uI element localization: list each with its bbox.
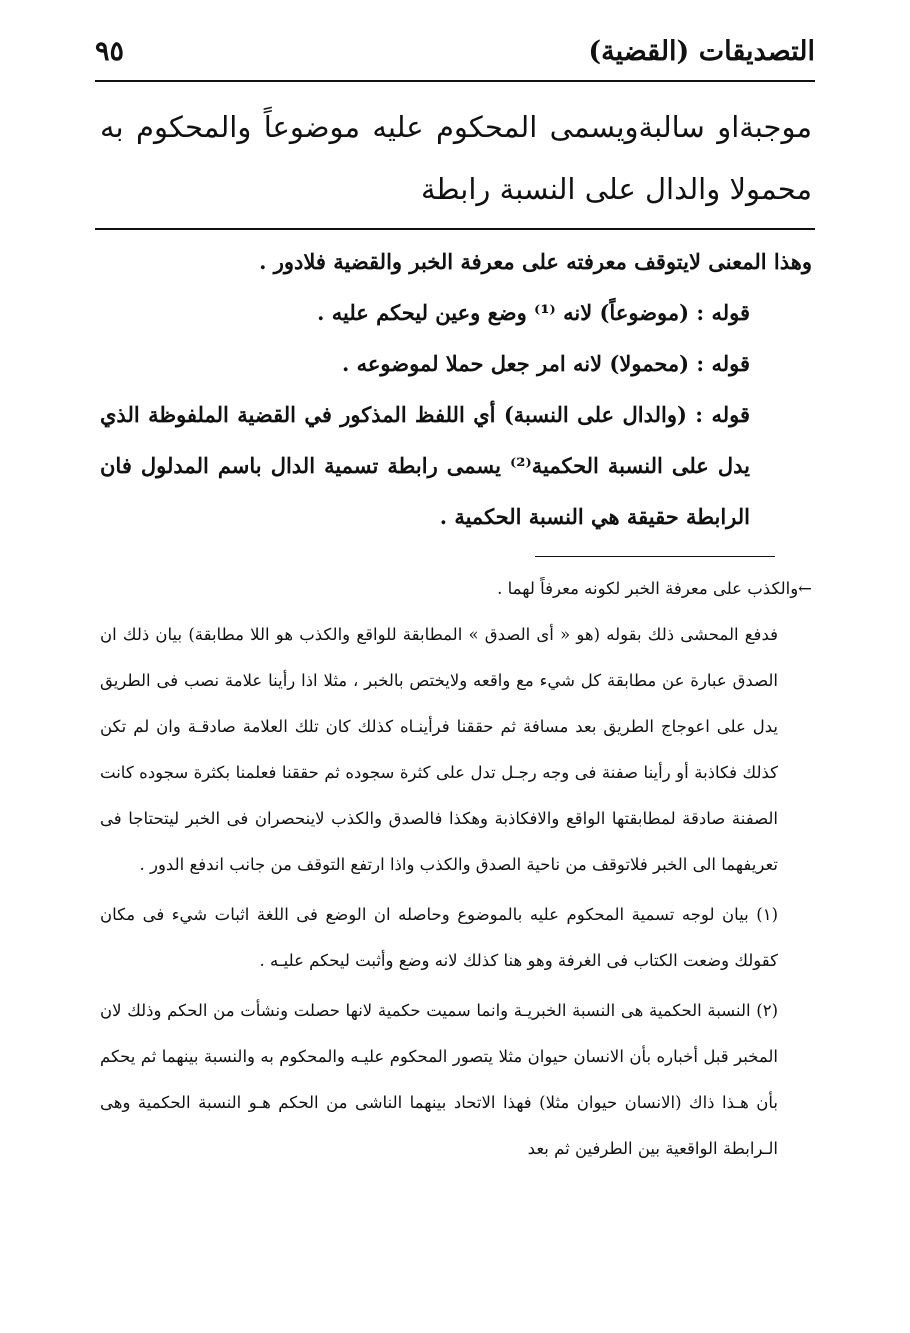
header-divider [95,80,815,82]
commentary-paragraph: وهذا المعنى لايتوقف معرفته على معرفة الخبر والقضية فلادور . [259,249,812,274]
commentary-paragraph: قوله : (محمولا) لانه امر جعل حملا لموضوعه . [341,351,750,376]
footnote-2: (٢) النسبة الحكمية هى النسبة الخبريـة وانما سميت حكمية لانها حصلت ونشأت من الحكم وذلك لان المخبر قبل أخباره بأن الانسان حيوان مثلا يتصور المحكوم عليـه والمحكوم به والنسبة بينهما ثم يحكم بأن هـذا ذاك (الانسان حيوان مثلا) فهذا الاتحاد بينهما الناشى من الحكم هـو النسبة الحكمية وهى الـرابطة الواقعية بين الطرفين ثم بعد [100,1001,778,1158]
page-number: ٩٥ [95,36,125,67]
footnotes-section [100,566,812,1172]
page-header [95,28,815,72]
footnote-paragraph: فدفع المحشى ذلك بقوله (هو « أى الصدق » المطابقة للواقع والكذب هو اللا مطابقة) بيان ذلك ان الصدق عبارة عن مطابقة كل شيء مع واقعه ولايختص بالخبر ، مثلا اذا رأينا علامة نصب فى الطريق يدل على اعوجاج الطريق بعد مسافة ثم حققنا فرأينـاه كذلك كان تلك العلامة صادقـة وان لم تكن كذلك فكاذبة أو رأينا صفنة فى وجه رجـل تدل على كثرة سجوده ثم حققنا فعلمنا بكثرة سجوده كانت الصفنة صادقة لمطابقتها الواقع والافكاذبة وهكذا فالصدق والكذب لاينحصران فى الخبر ليتحتاجا فى تعريفهما الى الخبر فلاتوقف من ناحية الصدق والكذب واذا ارتفع التوقف من جانب اندفع الدور . [100,625,778,874]
footnote-1: (١) بيان لوجه تسمية المحكوم عليه بالموضوع وحاصله ان الوضع فى اللغة اثبات شيء فى مكان كقولك وضعت الكتاب فى الغرفة وهو هنا كذلك لانه وضع وأثبت ليحكم عليـه . [100,905,778,970]
running-title: التصديقات (القضية) [588,36,815,67]
footnote-continuation: ←والكذب على معرفة الخبر لكونه معرفاً لهما . [497,579,812,598]
commentary-paragraph: قوله : (موضوعاً) لانه ⁽¹⁾ وضع وعين ليحكم عليه . [317,300,750,325]
commentary-paragraph: قوله : (والدال على النسبة) أي اللفظ المذكور في القضية الملفوظة الذي يدل على النسبة الحكمية⁽²⁾ يسمى رابطة تسمية الدال باسم المدلول فان الرابطة حقيقة هي النسبة الحكمية . [100,402,751,529]
matn-divider [95,228,815,230]
commentary-section [100,236,812,542]
matn-text: موجبةاو سالبةويسمى المحكوم عليه موضوعاً والمحكوم به محمولا والدال على النسبة رابطة [100,110,812,206]
footnote-separator [535,556,775,557]
